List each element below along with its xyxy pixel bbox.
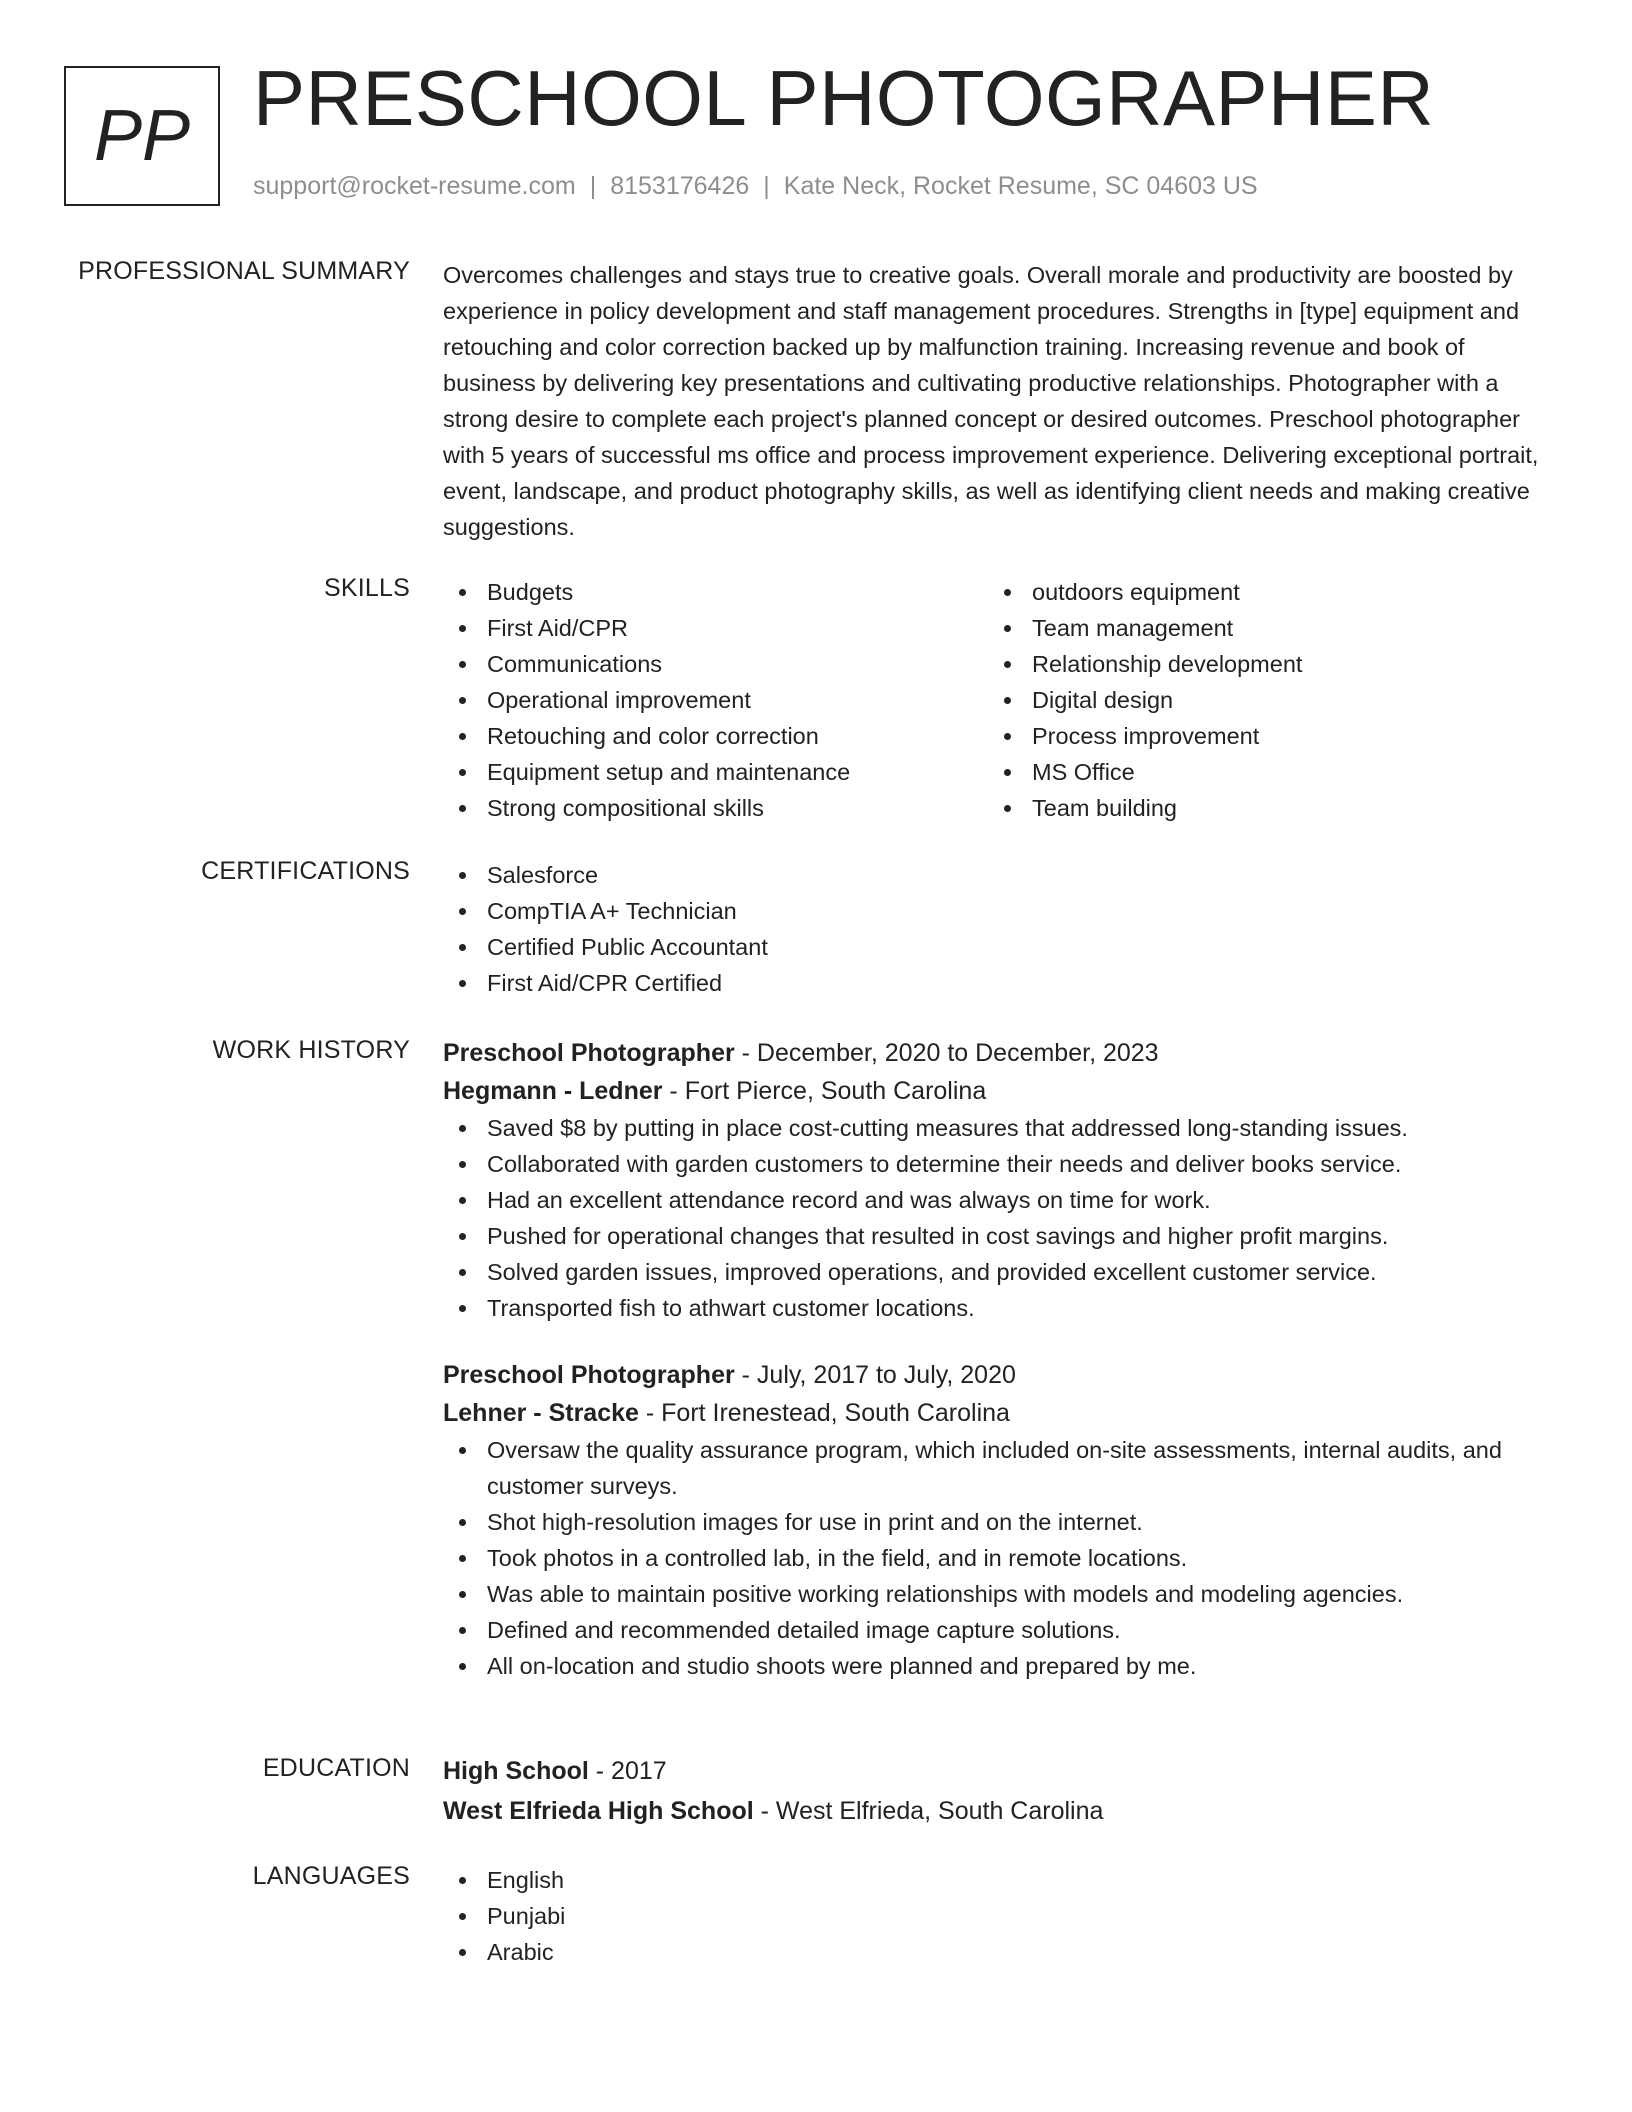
contact-separator: | [589,172,597,200]
skill-item: Retouching and color correction [443,718,988,754]
skill-item: Operational improvement [443,682,988,718]
resume-title: PRESCHOOL PHOTOGRAPHER [253,54,1435,142]
language-item: Arabic [443,1934,1553,1970]
job-dates: - December, 2020 to December, 2023 [734,1039,1159,1067]
certifications-list [443,857,1553,1001]
languages-list [443,1862,1553,1970]
job-title: Preschool Photographer [443,1361,735,1389]
job-entry [443,1356,1553,1684]
job-title: Preschool Photographer [443,1039,735,1067]
job-bullet: Had an excellent attendance record and was always on time for work. [443,1182,1553,1218]
contact-line [253,172,1258,201]
skill-item: Relationship development [988,646,1533,682]
contact-separator: | [763,172,770,200]
education-school-line [443,1792,1553,1830]
skill-item: Equipment setup and maintenance [443,754,988,790]
job-company-line [443,1394,1553,1432]
job-company-line [443,1072,1553,1110]
skills-column-2 [988,574,1533,826]
contact-phone[interactable]: 8153176426 [610,172,750,200]
skill-item: MS Office [988,754,1533,790]
education-body [443,1752,1553,1830]
education-year: - 2017 [588,1757,667,1785]
skill-item: First Aid/CPR [443,610,988,646]
skill-item: outdoors equipment [988,574,1533,610]
language-item: English [443,1862,1553,1898]
job-bullet: Collaborated with garden customers to determine their needs and deliver books service. [443,1146,1553,1182]
section-label-languages: LANGUAGES [252,1862,410,1890]
skill-item: Budgets [443,574,988,610]
certification-item: Certified Public Accountant [443,929,1553,965]
skill-item: Team building [988,790,1533,826]
section-label-skills: SKILLS [324,574,410,602]
job-title-line [443,1356,1553,1394]
job-bullet: Shot high-resolution images for use in print and on the internet. [443,1504,1553,1540]
education-degree-line [443,1752,1553,1790]
work-history-body [443,1034,1553,1684]
job-location: - Fort Irenestead, South Carolina [638,1399,1010,1427]
job-bullet: Saved $8 by putting in place cost-cutting measures that addressed long-standing issues. [443,1110,1553,1146]
section-label-summary: PROFESSIONAL SUMMARY [78,257,410,285]
section-label-work-history: WORK HISTORY [212,1036,410,1064]
job-bullet: Took photos in a controlled lab, in the field, and in remote locations. [443,1540,1553,1576]
summary-body [443,257,1553,545]
languages-body [443,1862,1553,1970]
job-company: Lehner - Stracke [443,1399,639,1427]
job-bullet: Oversaw the quality assurance program, which included on-site assessments, internal audits, and customer surveys. [443,1432,1553,1504]
section-label-certifications: CERTIFICATIONS [201,857,410,885]
job-bullet: All on-location and studio shoots were planned and prepared by me. [443,1648,1553,1684]
job-company: Hegmann - Ledner [443,1077,663,1105]
job-bullet: Transported fish to athwart customer locations. [443,1290,1553,1326]
job-dates: - July, 2017 to July, 2020 [734,1361,1016,1389]
certification-item: CompTIA A+ Technician [443,893,1553,929]
skill-item: Process improvement [988,718,1533,754]
certification-item: Salesforce [443,857,1553,893]
skills-column-1 [443,574,988,826]
job-bullet: Pushed for operational changes that resulted in cost savings and higher profit margins. [443,1218,1553,1254]
contact-address: Kate Neck, Rocket Resume, SC 04603 US [783,172,1258,200]
skill-item: Strong compositional skills [443,790,988,826]
language-item: Punjabi [443,1898,1553,1934]
education-degree: High School [443,1757,589,1785]
section-label-education: EDUCATION [262,1754,410,1782]
job-bullet: Solved garden issues, improved operations, and provided excellent customer service. [443,1254,1553,1290]
job-bullet: Was able to maintain positive working relationships with models and modeling agencies. [443,1576,1553,1612]
skills-grid [443,574,1553,826]
job-bullets [443,1432,1553,1684]
certification-item: First Aid/CPR Certified [443,965,1553,1001]
summary-text: Overcomes challenges and stays true to creative goals. Overall morale and productivity are boosted by experience in policy development and staff management procedures. Strengths in [type] equipment and retouching and color correction backed up by malfunction training. Increasing revenue and book of business by delivering key presentations and cultivating productive relationships. Photographer with a strong desire to complete each project's planned concept or desired outcomes. Preschool photographer with 5 years of successful ms office and process improvement experience. Delivering exceptional portrait, event, landscape, and product photography skills, as well as identifying client needs and making creative suggestions. [443,262,1539,540]
job-bullets [443,1110,1553,1326]
education-location: - West Elfrieda, South Carolina [753,1797,1104,1825]
skill-item: Team management [988,610,1533,646]
skill-item: Digital design [988,682,1533,718]
skill-item: Communications [443,646,988,682]
monogram-logo: PP [64,66,220,206]
job-entry [443,1034,1553,1326]
education-school: West Elfrieda High School [443,1797,754,1825]
job-bullet: Defined and recommended detailed image capture solutions. [443,1612,1553,1648]
job-title-line [443,1034,1553,1072]
job-location: - Fort Pierce, South Carolina [662,1077,987,1105]
certifications-body [443,857,1553,1001]
contact-email[interactable]: support@rocket-resume.com [253,172,576,200]
